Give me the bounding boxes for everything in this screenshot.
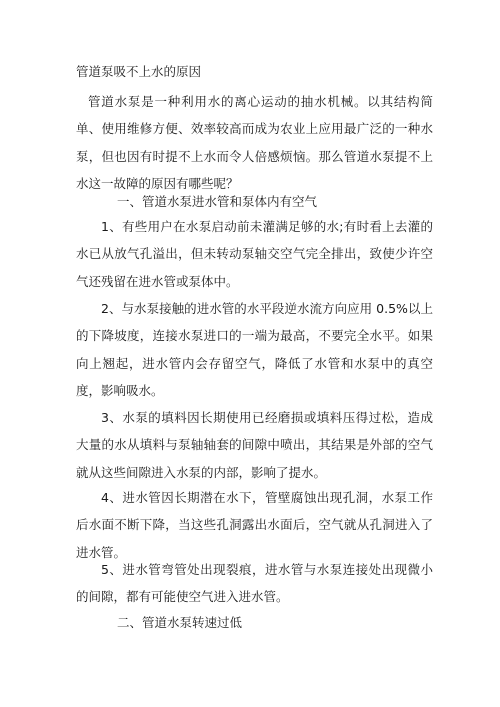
document-title: 管道泵吸不上水的原因 [76, 64, 202, 79]
list-item-4: 4、进水管因长期潜在水下，管壁腐蚀出现孔洞，水泵工作后水面不断下降，当这些孔洞露出水面后，空气就从孔洞进入了进水管。 [76, 490, 433, 560]
list-item-1: 1、有些用户在水泵启动前未灌满足够的水;有时看上去灌的水已从放气孔溢出，但未转动泵轴交空气完全排出，致使少许空气还残留在进水管或泵体中。 [76, 219, 433, 289]
list-item-3: 3、水泵的填料因长期使用已经磨损或填料压得过松，造成大量的水从填料与泵轴轴套的间隙中喷出，其结果是外部的空气就从这些间隙进入水泵的内部，影响了提水。 [76, 410, 433, 480]
list-item-2: 2、与水泵接触的进水管的水平段逆水流方向应用 0.5%以上的下降坡度，连接水泵进口的一端为最高，不要完全水平。如果向上翘起，进水管内会存留空气，降低了水管和水泵中的真空度，影响吸水。 [76, 301, 433, 398]
list-item-5: 5、进水管弯管处出现裂痕，进水管与水泵连接处出现微小的间隙，都有可能使空气进入进水管。 [76, 562, 433, 605]
section-heading-air-in-pipe: 一、管道水泵进水管和泵体内有空气 [117, 194, 318, 209]
section-heading-low-speed: 二、管道水泵转速过低 [117, 615, 243, 630]
intro-paragraph: 管道水泵是一种利用水的离心运动的抽水机械。以其结构简单、使用维修方便、效率较高而成为农业上应用最广泛的一种水泵，但也因有时提不上水而令人倍感烦恼。那么管道水泵提不上水这一故障的原因有哪些呢？ [76, 94, 433, 191]
